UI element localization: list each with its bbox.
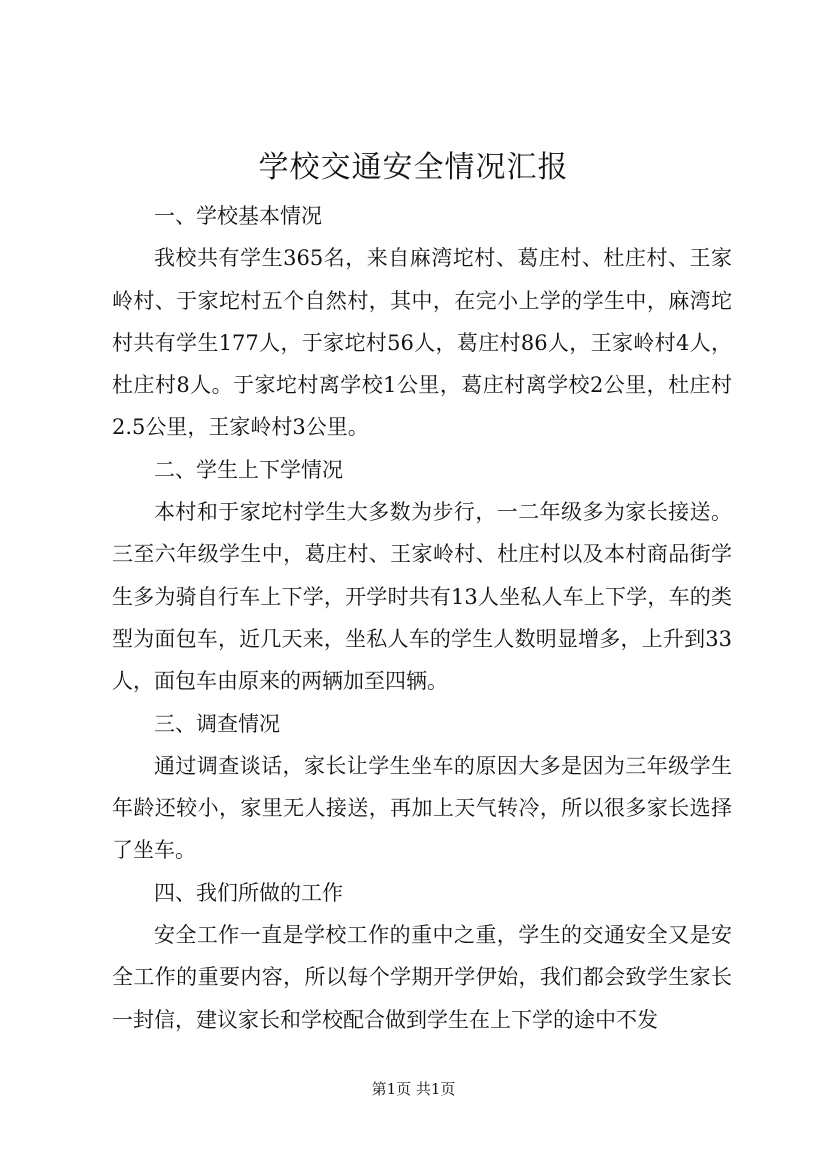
- document-title: 学校交通安全情况汇报: [258, 150, 569, 185]
- section-heading: 二、学生上下学情况: [154, 457, 343, 482]
- section-heading: 三、调查情况: [154, 711, 280, 736]
- section-paragraph: 我校共有学生365名，来自麻湾坨村、葛庄村、杜庄村、王家岭村、于家坨村五个自然村，其中，在完小上学的学生中，麻湾坨村共有学生177人，于家坨村56人，葛庄村86人，王家岭村4人，杜庄村8人。于家坨村离学校1公里，葛庄村离学校2公里，杜庄村2.5公里，王家岭村3公里。: [112, 246, 732, 440]
- page-number-footer: 第1页 共1页: [371, 1080, 456, 1098]
- document-body: [112, 195, 732, 1041]
- section-paragraph: 安全工作一直是学校工作的重中之重，学生的交通安全又是安全工作的重要内容，所以每个学期开学伊始，我们都会致学生家长一封信，建议家长和学校配合做到学生在上下学的途中不发: [112, 923, 732, 1032]
- section-paragraph: 本村和于家坨村学生大多数为步行，一二年级多为家长接送。三至六年级学生中，葛庄村、王家岭村、杜庄村以及本村商品街学生多为骑自行车上下学，开学时共有13人坐私人车上下学，车的类型为面包车，近几天来，坐私人车的学生人数明显增多，上升到33人，面包车由原来的两辆加至四辆。: [112, 500, 732, 694]
- section-paragraph: 通过调查谈话，家长让学生坐车的原因大多是因为三年级学生年龄还较小，家里无人接送，再加上天气转冷，所以很多家长选择了坐车。: [112, 753, 732, 863]
- section-heading: 一、学校基本情况: [154, 204, 322, 228]
- section-heading: 四、我们所做的工作: [154, 880, 343, 905]
